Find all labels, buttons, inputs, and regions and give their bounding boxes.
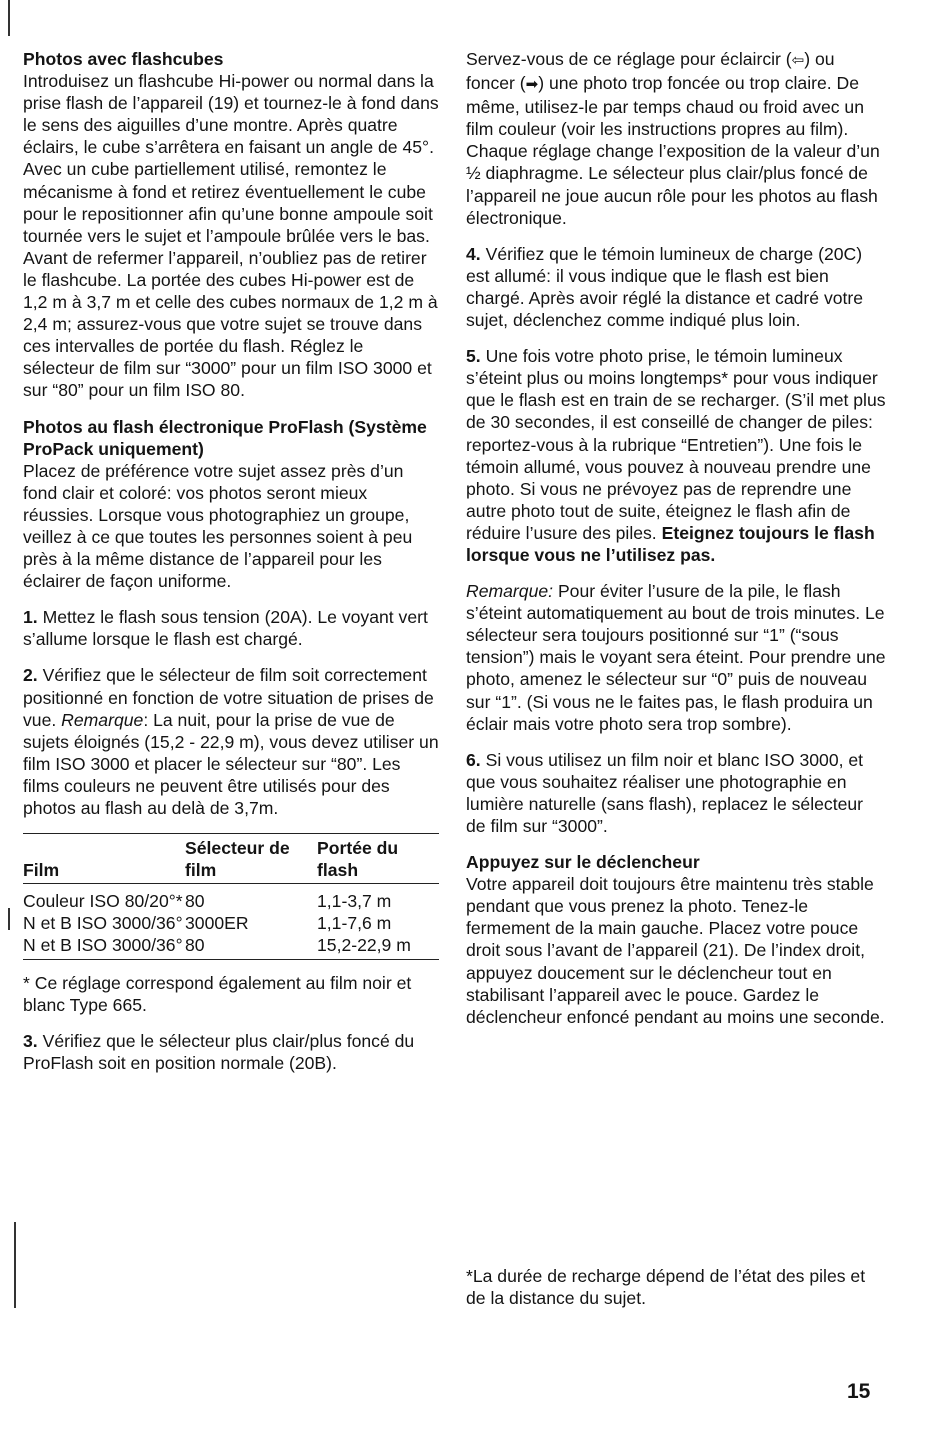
step-4-text: Vérifiez que le témoin lumineux de charge (20C) est allumé: il vous indique que le flash est bien chargé. Après avoir réglé la distance et cadré votre sujet, déclenchez comme indiqué plus loin. [466,243,864,331]
page-number: 15 [847,1380,871,1403]
table-header-film: Film [23,860,60,881]
step-2-remark-label: Remarque [61,709,144,730]
step-1-number: 1. [23,607,38,628]
heading-shutter: Appuyez sur le déclencheur [466,852,700,873]
step-4-number: 4. [466,243,481,264]
heading-proflash: Photos au flash électronique ProFlash (Système ProPack uniquement) [23,416,427,459]
body-flashcubes: Introduisez un flashcube Hi-power ou normal dans la prise flash de l’appareil (19) et tournez-le à fond dans le sens des aiguilles d’une montre. Après quatre éclairs, le cube s’arrêtera en faisant un angle de 45°. Avec un cube partiellement utilisé, remontez le mécanisme à fond et retirez éventuellement le cube pour le repositionner afin qu’une bonne ampoule soit tournée vers le sujet et l’ampoule brûlée vers le bas. Avant de refermer l’appareil, n’oubliez pas de retirer le flashcube. La portée des cubes Hi-power est de 1,2 m à 3,7 m et celle des cubes normaux de 1,2 m à 2,4 m; assurez-vous que votre sujet se trouve dans ces intervalles de portée du flash. Réglez le sélecteur de film sur “3000” pour un film ISO 3000 et sur “80” pour un film ISO 80. [23,71,439,401]
heading-flashcubes: Photos avec flashcubes [23,49,224,69]
table-footnote: * Ce réglage correspond également au film noir et blanc Type 665. [23,972,412,1015]
table-header-row [23,834,439,884]
remark-paragraph [466,580,886,735]
table-header-selector: Sélecteur de film [185,838,290,881]
step-6 [466,749,886,837]
step-2 [23,664,439,819]
step-3 [23,1030,439,1074]
step-6-number: 6. [466,749,481,770]
table-row [23,934,439,959]
remark-label: Remarque: [466,581,554,602]
body-proflash: Placez de préférence votre sujet assez près d’un fond clair et coloré: vos photos seront mieux réussies. Lorsque vous photographiez un groupe, veillez à ce que toutes les personnes soient à peu près à la même distance de l’appareil pour les éclairer de façon uniforme. [23,460,413,592]
step-2-text-a: Vérifiez que le sélecteur de film soit correctement positionné en fonction de votre situation de prises de vue. [23,665,434,730]
table-row [23,884,439,913]
table-cell-film: N et B ISO 3000/36° [23,913,183,934]
exposure-paragraph [466,48,886,229]
table-cell-film: N et B ISO 3000/36° [23,935,183,956]
step-5 [466,345,886,566]
step-1 [23,606,439,650]
table-row [23,912,439,934]
exposure-text-b: ) ou foncer ( [466,49,835,94]
step-5-number: 5. [466,346,481,367]
table-cell-selector: 80 [185,891,205,912]
table-cell-range: 1,1-7,6 m [317,913,392,934]
scan-mark-bottom [14,1222,16,1308]
table-cell-range: 15,2-22,9 m [317,935,411,956]
step-6-text: Si vous utilisez un film noir et blanc ISO 3000, et que vous souhaitez réaliser une photographie en lumière naturelle (sans flash), replacez le sélecteur de film sur “3000”. [466,749,864,836]
right-column [466,48,886,1042]
body-shutter: Votre appareil doit toujours être maintenu très stable pendant que vous prenez la photo. Tenez-le fermement de la main gauche. Placez votre pouce droit sous l’avant de l’appareil (21). De l’index droit, appuyez doucement sur le déclencheur tout en stabilisant l’appareil avec le pouce. Gardez le déclencheur enfoncé pendant au moins une seconde. [466,874,885,1027]
section-flashcubes [23,48,439,402]
film-selector-table [23,833,439,959]
step-2-number: 2. [23,665,38,686]
scan-mark-table [8,908,10,930]
step-3-text: Vérifiez que le sélecteur plus clair/plus foncé du ProFlash soit en position normale (20B). [23,1030,415,1073]
scan-mark-top [8,0,10,36]
step-3-number: 3. [23,1030,38,1051]
arrow-left-outline-icon: ⇦ [791,52,805,69]
step-4 [466,243,886,331]
table-cell-selector: 3000ER [185,913,249,934]
section-proflash [23,416,439,593]
table-header-range: Portée du flash [317,838,399,881]
table-cell-film: Couleur ISO 80/20°* [23,891,183,912]
step-5-text: Une fois votre photo prise, le témoin lumineux s’éteint plus ou moins longtemps* pour vous indiquer que le flash est en train de se recharger. (S’il met plus de 30 secondes, il est conseillé de changer de piles: reportez-vous à la rubrique “Entretien”). Une fois le témoin allumé, vous pouvez à nouveau prendre une photo. Si vous ne prévoyez pas de reprendre une autre photo tout de suite, éteignez le flash afin de réduire l’usure des piles. [466,346,886,543]
exposure-text-c: ) une photo trop foncée ou trop claire. De même, utilisez-le par temps chaud ou froid avec un film couleur (voir les instructions propres au film). Chaque réglage change l’exposition de la valeur d’un ½ diaphragme. Le sélecteur plus clair/plus foncé de l’appareil ne joue aucun rôle pour les photos au flash électronique. [466,73,880,228]
recharge-footnote: *La durée de recharge dépend de l’état des piles et de la distance du sujet. [466,1266,866,1309]
step-5-bold-warning: Eteignez toujours le flash lorsque vous ne l’utilisez pas. [466,522,875,565]
table-cell-range: 1,1-3,7 m [317,891,392,912]
left-column [23,48,439,1088]
step-2-text-b: : La nuit, pour la prise de vue de sujets éloignés (15,2 - 22,9 m), vous devez utiliser un film ISO 3000 et placer le sélecteur sur “80”. Les films couleurs ne peuvent être utilisés pour des photos au flash au delà de 3,7m. [23,709,439,818]
remark-text: Pour éviter l’usure de la pile, le flash s’éteint automatiquement au bout de trois minutes. Le sélecteur sera toujours positionné sur “1” (“sous tension”) mais le voyant sera éteint. Pour prendre une photo, amenez le sélecteur sur “0” puis de nouveau sur “1”. (Si vous ne le faites pas, le flash produira un éclair mais votre photo sera trop sombre). [466,581,886,734]
exposure-text-a: Servez-vous de ce réglage pour éclaircir ( [466,49,792,69]
section-shutter [466,851,886,1028]
arrow-right-solid-icon: ➡ [525,76,539,94]
step-1-text: Mettez le flash sous tension (20A). Le voyant vert s’allume lorsque le flash est chargé. [23,607,428,650]
table-cell-selector: 80 [185,935,205,956]
